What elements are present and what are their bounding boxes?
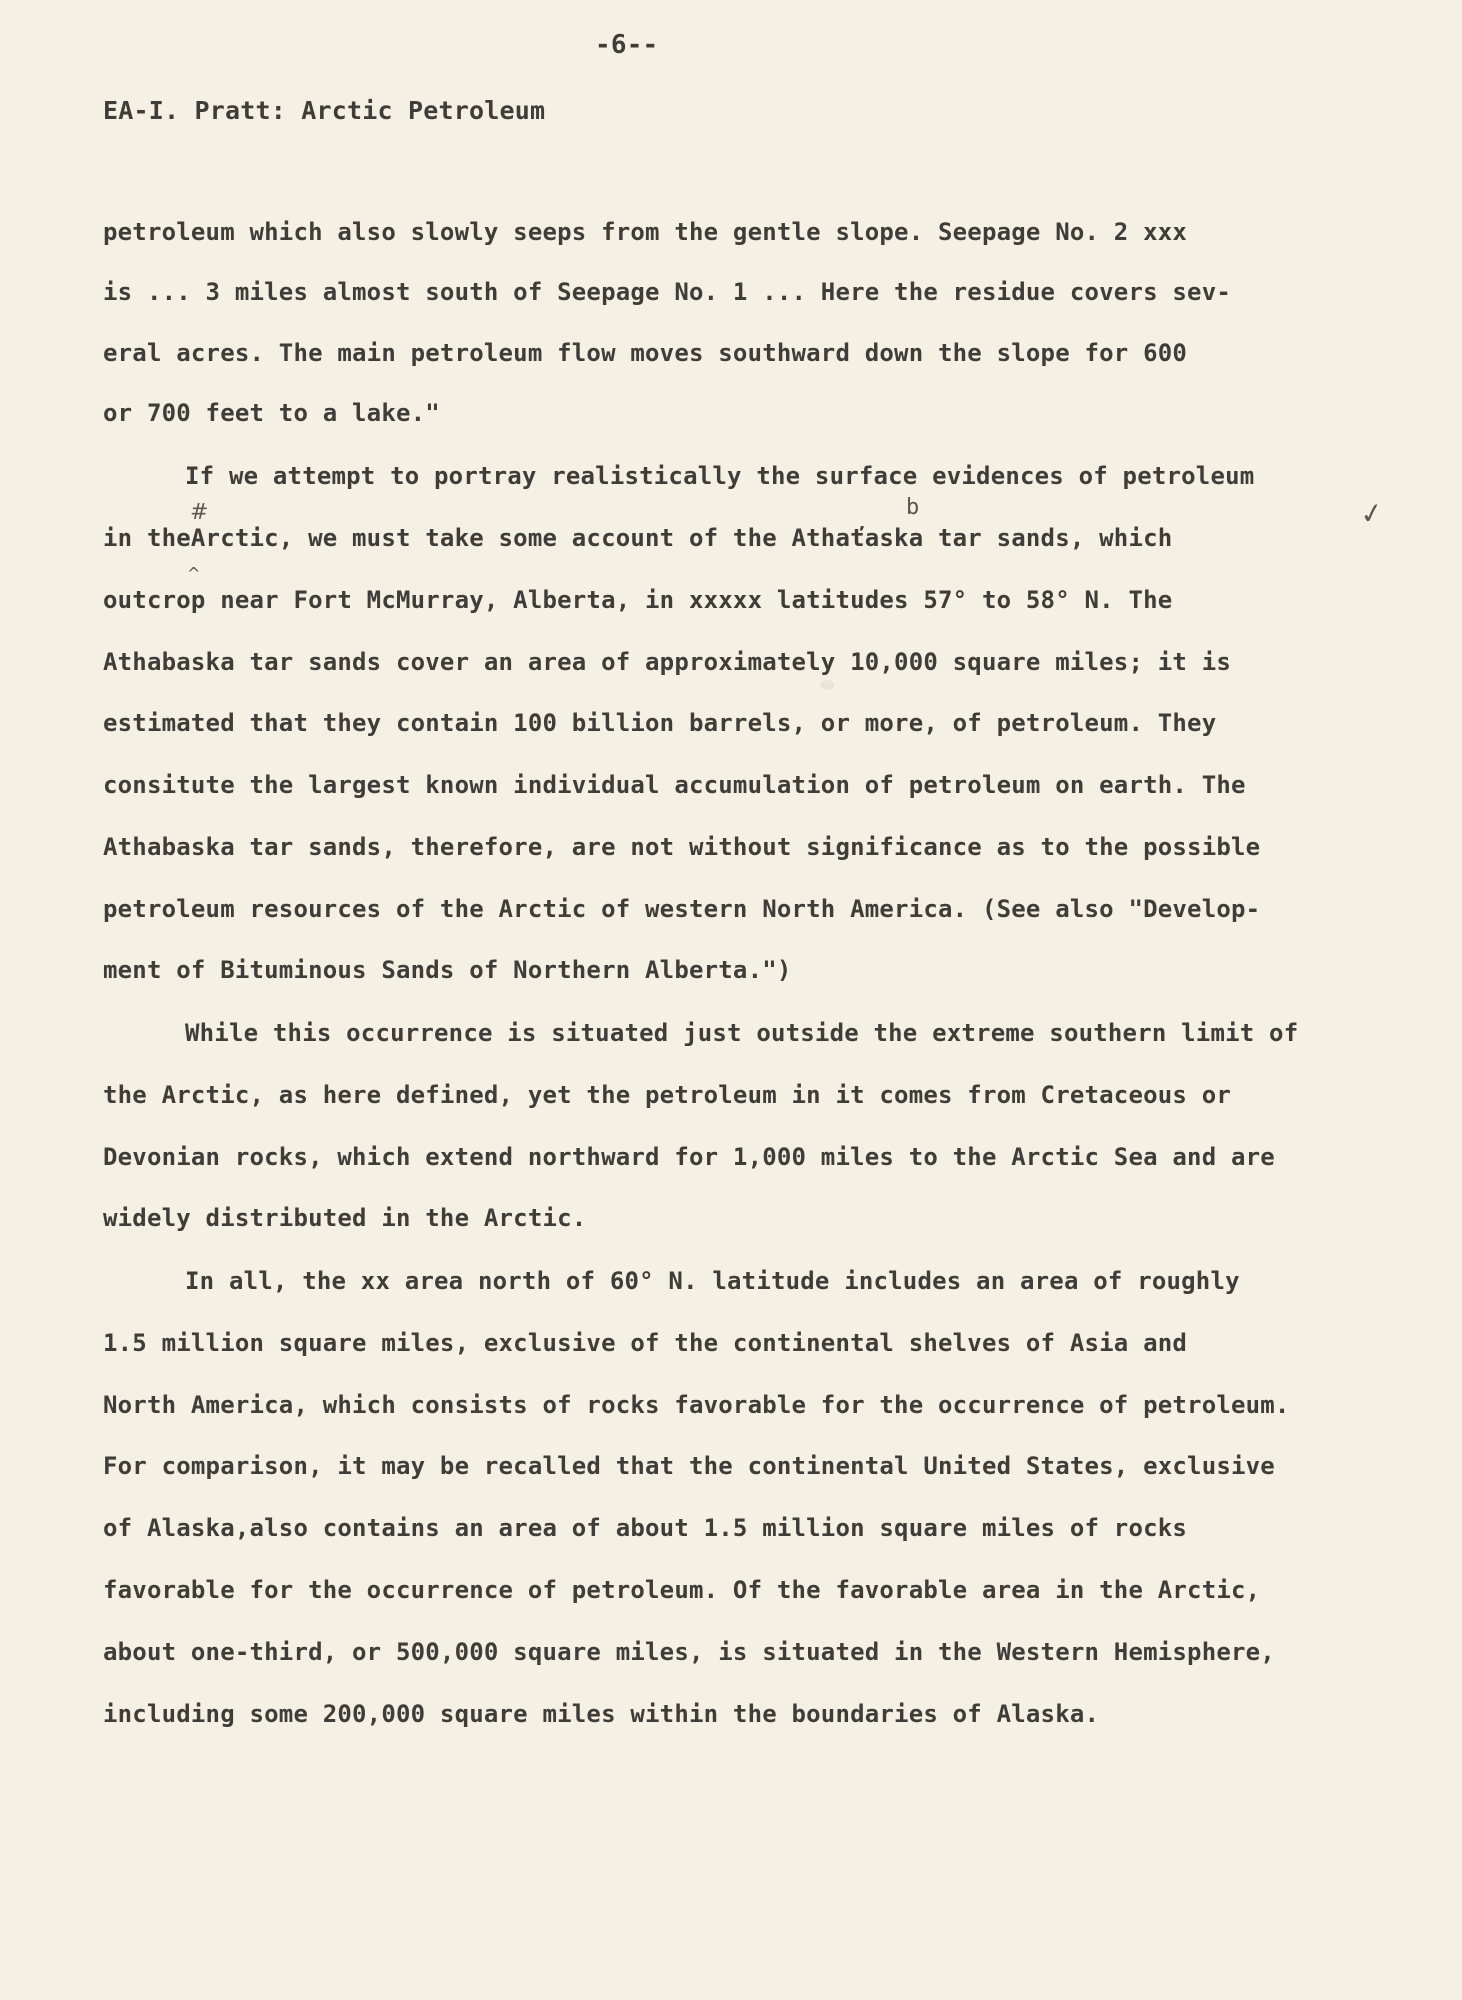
text-line: petroleum which also slowly seeps from the gentle slope. Seepage No. 2 xxx: [103, 218, 1188, 246]
text-line: eral acres. The main petroleum flow moves southward down the slope for 600: [103, 339, 1188, 367]
text-line: If we attempt to portray realistically the surface evidences of petroleum: [185, 462, 1255, 490]
text-line: the Arctic, as here defined, yet the petroleum in it comes from Cretaceous or: [103, 1081, 1231, 1109]
text-line: Athabaska tar sands, therefore, are not without significance as to the possible: [103, 833, 1261, 861]
text-line: In all, the xx area north of 60° N. latitude includes an area of roughly: [185, 1267, 1240, 1295]
text-line: of Alaska,also contains an area of about 1.5 million square miles of rocks: [103, 1514, 1188, 1542]
text-line: outcrop near Fort McMurray, Alberta, in xxxxx latitudes 57° to 58° N. The: [103, 586, 1173, 614]
text-line: While this occurrence is situated just outside the extreme southern limit of: [185, 1019, 1299, 1047]
text-line: or 700 feet to a lake.": [103, 399, 440, 427]
text-line: about one-third, or 500,000 square miles, is situated in the Western Hemisphere,: [103, 1638, 1275, 1666]
text-line: For comparison, it may be recalled that the continental United States, exclusive: [103, 1452, 1275, 1480]
text-line: in theArctic, we must take some account of the Athaťaska tar sands, which: [103, 524, 1173, 552]
text-line: ment of Bituminous Sands of Northern Alberta."): [103, 956, 792, 984]
page-number: -6--: [595, 30, 659, 60]
handwritten-hash-mark: #: [190, 500, 209, 525]
text-line: petroleum resources of the Arctic of western North America. (See also "Develop-: [103, 895, 1261, 923]
text-line: North America, which consists of rocks favorable for the occurrence of petroleum.: [103, 1391, 1290, 1419]
text-line: including some 200,000 square miles within the boundaries of Alaska.: [103, 1700, 1100, 1728]
text-line: widely distributed in the Arctic.: [103, 1204, 587, 1232]
text-line: is ... 3 miles almost south of Seepage No. 1 ... Here the residue covers sev-: [103, 278, 1231, 306]
check-mark-icon: ✓: [1357, 495, 1387, 532]
text-line: 1.5 million square miles, exclusive of the continental shelves of Asia and: [103, 1329, 1188, 1357]
running-head: EA-I. Pratt: Arctic Petroleum: [103, 96, 546, 125]
text-line: estimated that they contain 100 billion barrels, or more, of petroleum. They: [103, 709, 1217, 737]
handwritten-b-insert: b: [906, 495, 920, 520]
text-line: consitute the largest known individual accumulation of petroleum on earth. The: [103, 771, 1246, 799]
text-line: Athabaska tar sands cover an area of approximately 10,000 square miles; it is: [103, 648, 1231, 676]
text-line: favorable for the occurrence of petroleum. Of the favorable area in the Arctic,: [103, 1576, 1261, 1604]
handwritten-caret-mark: ^: [187, 564, 201, 583]
text-line: Devonian rocks, which extend northward for 1,000 miles to the Arctic Sea and are: [103, 1143, 1275, 1171]
